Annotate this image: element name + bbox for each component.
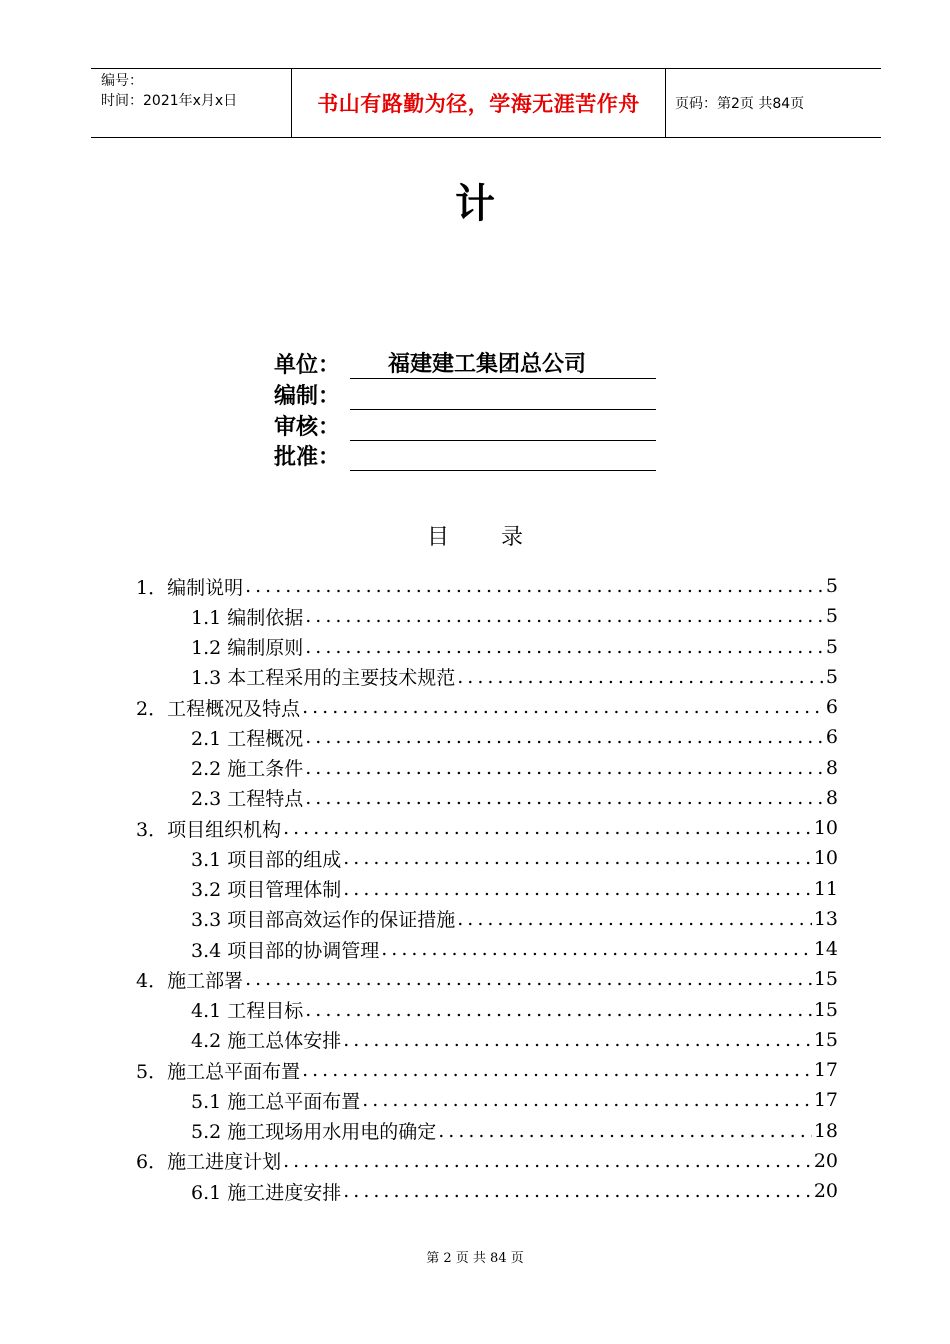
toc-dot-leader bbox=[305, 726, 824, 748]
toc-entry[interactable] bbox=[191, 934, 838, 964]
toc-dot-leader bbox=[245, 968, 812, 990]
toc-dot-leader bbox=[362, 1089, 812, 1111]
toc-entry-title: 2.1 工程概况 bbox=[191, 727, 304, 750]
toc-entry[interactable] bbox=[191, 1116, 838, 1146]
toc-entry-page: 10 bbox=[813, 847, 838, 870]
toc-entry-page: 20 bbox=[813, 1149, 838, 1172]
toc-entry-page: 17 bbox=[813, 1089, 838, 1112]
toc-dot-leader bbox=[343, 878, 812, 900]
toc-entry-title: 3.3 项目部高效运作的保证措施 bbox=[191, 909, 456, 932]
header-motto: 书山有路勤为径，学海无涯苦作舟 bbox=[292, 69, 666, 137]
toc-entry-title: 3.2 项目管理体制 bbox=[191, 879, 342, 901]
toc-entry-title: 5．施工总平面布置 bbox=[136, 1060, 301, 1083]
toc-entry-title: 1．编制说明 bbox=[136, 576, 244, 599]
toc-dot-leader bbox=[457, 666, 824, 688]
toc-entry-title: 2.3 工程特点 bbox=[191, 788, 304, 811]
signature-row-approver bbox=[274, 441, 656, 471]
toc-entry-title: 4.2 施工总体安排 bbox=[191, 1030, 342, 1053]
signature-value bbox=[350, 415, 656, 441]
toc-entry[interactable] bbox=[136, 692, 838, 722]
time-label: 时间：2021年x月x日 bbox=[101, 93, 238, 109]
page-header bbox=[91, 68, 881, 138]
document-title: 计 bbox=[455, 181, 495, 227]
toc-entry[interactable] bbox=[136, 1146, 838, 1176]
toc-entry-page: 6 bbox=[825, 696, 838, 718]
toc-dot-leader bbox=[343, 1180, 812, 1202]
toc-entry-page: 15 bbox=[813, 998, 838, 1021]
toc-heading-part: 录 bbox=[501, 525, 524, 550]
toc-entry[interactable] bbox=[136, 571, 838, 601]
toc-dot-leader bbox=[305, 605, 824, 627]
toc-entry-page: 5 bbox=[825, 635, 838, 658]
toc-dot-leader bbox=[245, 575, 824, 597]
toc-entry-page: 11 bbox=[813, 877, 838, 900]
toc-entry-title: 2．工程概况及特点 bbox=[136, 697, 301, 720]
toc-dot-leader bbox=[343, 847, 812, 869]
toc-entry-page: 20 bbox=[813, 1180, 838, 1202]
toc-dot-leader bbox=[283, 817, 812, 839]
signature-label: 审核： bbox=[274, 415, 341, 440]
toc-entry[interactable] bbox=[191, 1025, 838, 1055]
signature-label: 单位： bbox=[274, 353, 341, 378]
toc-dot-leader bbox=[305, 757, 824, 779]
toc-entry[interactable] bbox=[191, 632, 838, 662]
signature-value bbox=[350, 384, 656, 410]
toc-entry-title: 2.2 施工条件 bbox=[191, 758, 304, 780]
toc-entry[interactable] bbox=[191, 904, 838, 934]
toc-dot-leader bbox=[283, 1150, 812, 1172]
signature-row-compiler bbox=[274, 380, 656, 410]
toc-dot-leader bbox=[305, 636, 824, 658]
toc-entry-page: 10 bbox=[813, 817, 838, 839]
signature-row-reviewer bbox=[274, 411, 656, 441]
toc-entry-title: 3．项目组织机构 bbox=[136, 818, 282, 841]
toc-entry-title: 4．施工部署 bbox=[136, 969, 244, 992]
toc-entry-page: 8 bbox=[825, 786, 838, 809]
toc-entry-page: 18 bbox=[813, 1119, 838, 1142]
toc-entry-title: 1.1 编制依据 bbox=[191, 606, 304, 629]
toc-entry[interactable] bbox=[136, 964, 838, 994]
header-page-label: 页码：第2页 共84页 bbox=[675, 96, 805, 112]
toc-entry[interactable] bbox=[191, 1176, 838, 1206]
toc-entry-page: 5 bbox=[825, 605, 838, 628]
header-meta bbox=[91, 69, 292, 137]
toc-dot-leader bbox=[302, 1059, 812, 1081]
toc-dot-leader bbox=[457, 908, 812, 930]
toc-entry[interactable] bbox=[191, 601, 838, 631]
toc-entry-title: 5.2 施工现场用水用电的确定 bbox=[191, 1121, 437, 1143]
toc-entry[interactable] bbox=[191, 722, 838, 752]
toc-entry-title: 6.1 施工进度安排 bbox=[191, 1181, 342, 1204]
toc-entry[interactable] bbox=[191, 783, 838, 813]
number-label: 编号： bbox=[101, 73, 143, 89]
toc-entry-page: 6 bbox=[825, 726, 838, 749]
signature-row-unit bbox=[274, 349, 656, 379]
toc-dot-leader bbox=[302, 696, 824, 718]
signature-label: 批准： bbox=[274, 445, 341, 470]
toc-entry-page: 13 bbox=[813, 907, 838, 930]
toc-entry-page: 17 bbox=[813, 1059, 838, 1081]
signature-value bbox=[350, 445, 656, 471]
toc-entry-page: 5 bbox=[825, 575, 838, 597]
toc-entry-page: 8 bbox=[825, 756, 838, 779]
toc-entry-page: 14 bbox=[813, 938, 838, 960]
toc-entry[interactable] bbox=[136, 1055, 838, 1085]
toc-dot-leader bbox=[381, 938, 812, 960]
toc-entry[interactable] bbox=[191, 874, 838, 904]
toc-dot-leader bbox=[305, 999, 812, 1021]
toc-entry-page: 15 bbox=[813, 968, 838, 991]
toc-heading bbox=[0, 520, 950, 551]
toc-entry-title: 4.1 工程目标 bbox=[191, 1000, 304, 1022]
signature-label: 编制： bbox=[274, 384, 341, 409]
toc-entry-title: 1.2 编制原则 bbox=[191, 637, 304, 659]
toc-entry[interactable] bbox=[191, 753, 838, 783]
toc-entry-title: 1.3 本工程采用的主要技术规范 bbox=[191, 667, 456, 690]
toc-entry-page: 15 bbox=[813, 1028, 838, 1051]
toc-entry[interactable] bbox=[191, 662, 838, 692]
page-footer: 第 2 页 共 84 页 bbox=[426, 1251, 524, 1266]
toc-entry-title: 6．施工进度计划 bbox=[136, 1151, 282, 1174]
toc-dot-leader bbox=[343, 1029, 812, 1051]
signature-value: 福建建工集团总公司 bbox=[350, 353, 656, 379]
toc-entry[interactable] bbox=[191, 995, 838, 1025]
toc-heading-part: 目 bbox=[426, 525, 449, 550]
toc-entry[interactable] bbox=[136, 813, 838, 843]
toc-dot-leader bbox=[438, 1120, 812, 1142]
toc-entry-title: 5.1 施工总平面布置 bbox=[191, 1090, 361, 1113]
toc-dot-leader bbox=[305, 787, 824, 809]
toc-entry-page: 5 bbox=[825, 665, 838, 688]
toc-entry-title: 3.4 项目部的协调管理 bbox=[191, 939, 380, 962]
toc-entry[interactable] bbox=[191, 1085, 838, 1115]
toc-entry[interactable] bbox=[191, 843, 838, 873]
toc-entry-title: 3.1 项目部的组成 bbox=[191, 848, 342, 871]
